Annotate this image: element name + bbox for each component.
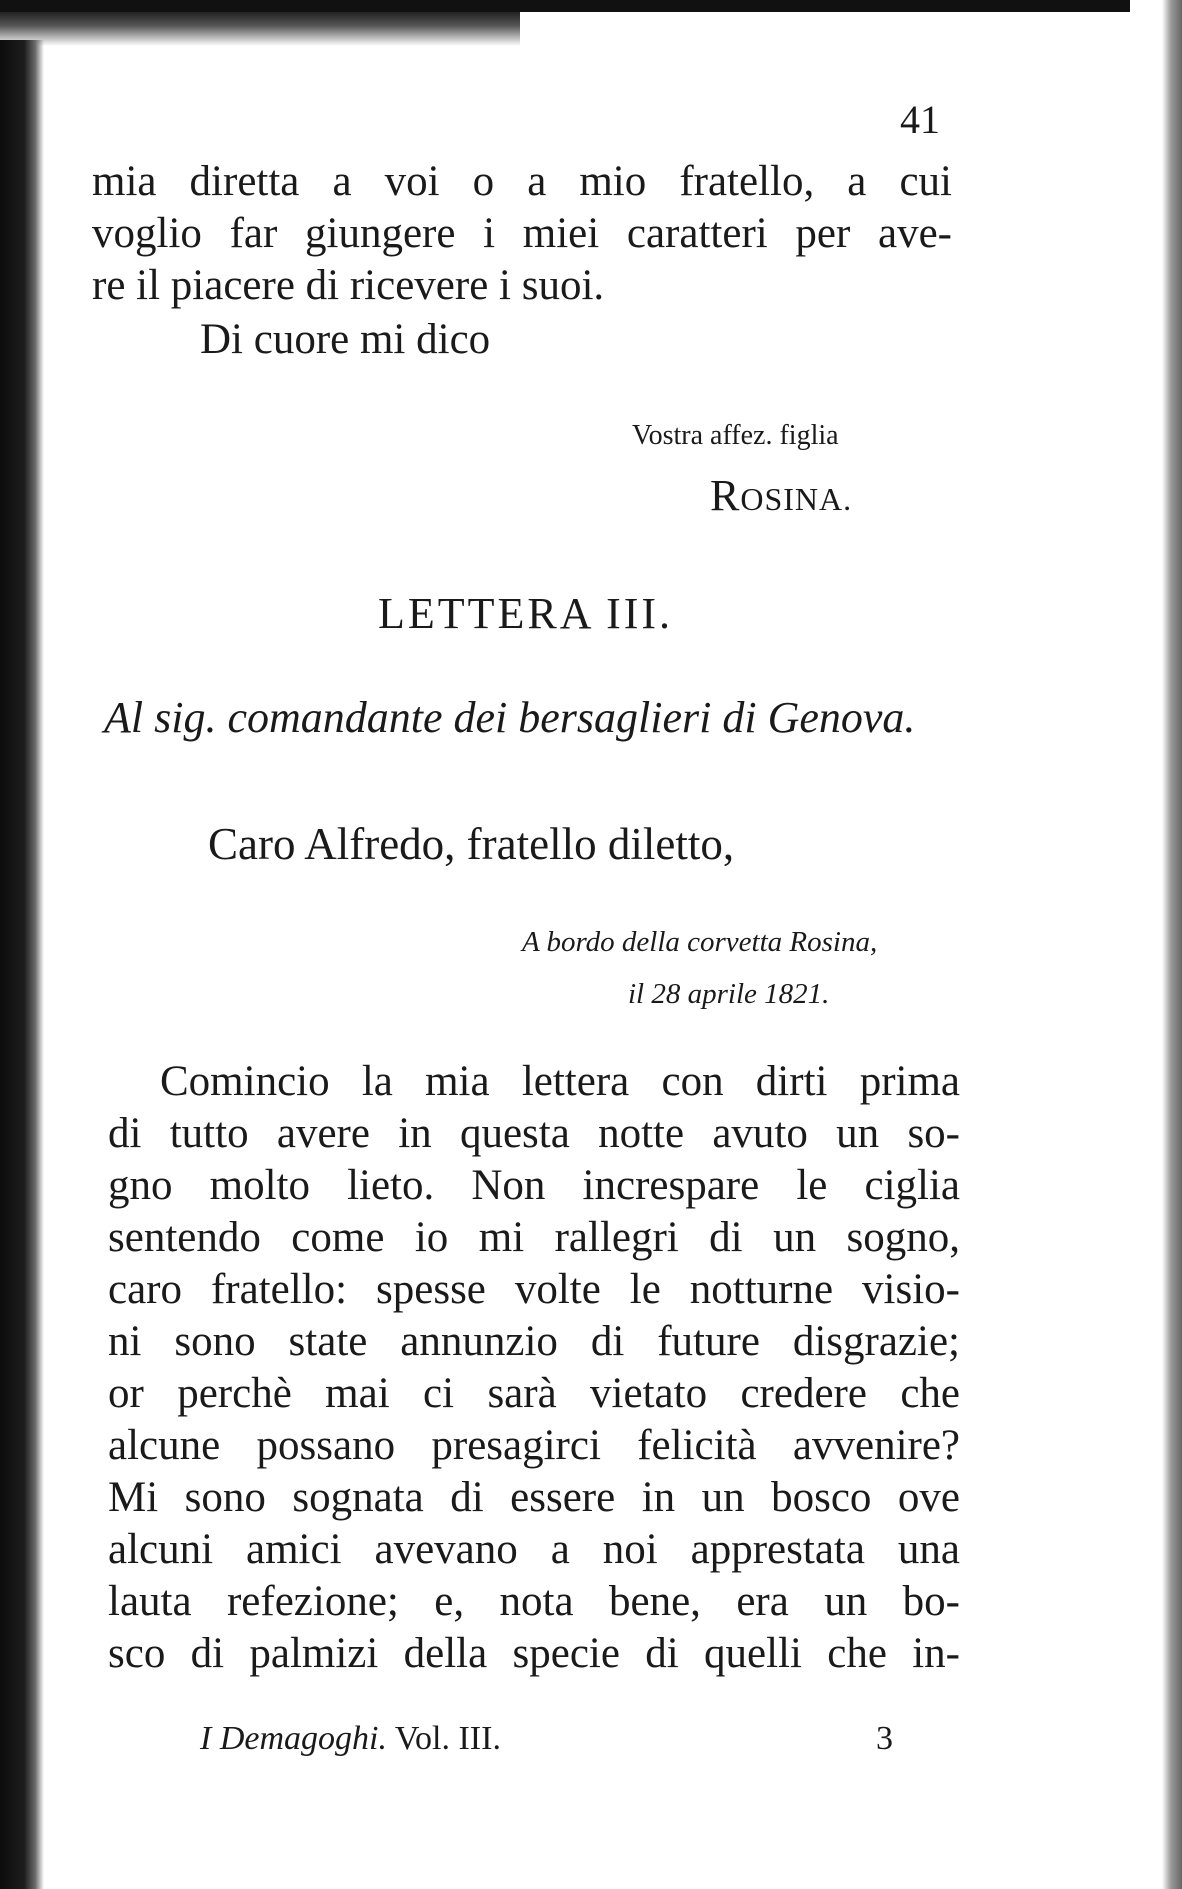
text-line: gno molto lieto. Non increspare le ciglia [108, 1162, 960, 1209]
scan-top-shadow [0, 12, 520, 46]
scan-top-border [0, 0, 1130, 12]
text-line: sco di palmizi della specie di quelli che in- [108, 1630, 960, 1677]
text-line: alcuni amici avevano a noi apprestata una [108, 1526, 960, 1573]
signature-name [710, 471, 853, 520]
text-line: sentendo come io mi rallegri di un sogno, [108, 1214, 960, 1261]
text-line: re il piacere di ricevere i suoi. [92, 262, 605, 309]
text-line: or perchè mai ci sarà vietato credere che [108, 1370, 960, 1417]
letter-place: A bordo della corvetta Rosina, [522, 926, 878, 958]
scan-binding-shadow [0, 40, 44, 1889]
text-line: alcune possano presagirci felicità avvenire? [108, 1422, 960, 1469]
footer-book-title: I Demagoghi. [200, 1720, 387, 1757]
footer-signature-mark: 3 [876, 1720, 893, 1757]
scan-right-edge [1162, 0, 1182, 1889]
text-line: voglio far giungere i miei caratteri per ave- [92, 210, 952, 257]
text-line: Mi sono sognata di essere in un bosco ove [108, 1474, 960, 1521]
letter-heading: LETTERA III. [378, 589, 674, 638]
footer-volume: Vol. III. [394, 1720, 501, 1757]
text-line: caro fratello: spesse volte le notturne visio- [108, 1266, 960, 1313]
text-line: di tutto avere in questa notte avuto un so- [108, 1110, 960, 1157]
text-line: mia diretta a voi o a mio fratello, a cui [92, 158, 952, 205]
text-line: lauta refezione; e, nota bene, era un bo- [108, 1578, 960, 1625]
letter-greeting: Caro Alfredo, fratello diletto, [208, 819, 735, 869]
signature-closing: Vostra affez. figlia [632, 420, 839, 451]
letter-date: il 28 aprile 1821. [628, 978, 830, 1010]
letter-address: Al sig. comandante dei bersaglieri di Genova. [104, 693, 916, 742]
text-line: Comincio la mia lettera con dirti prima [160, 1058, 960, 1105]
footer-title [200, 1722, 501, 1756]
text-line: ni sono state annunzio di future disgrazie; [108, 1318, 960, 1365]
closing-phrase: Di cuore mi dico [200, 316, 491, 363]
signature-rest: OSINA. [740, 481, 853, 517]
signature-initial: R [710, 471, 741, 520]
page-number: 41 [900, 97, 940, 142]
